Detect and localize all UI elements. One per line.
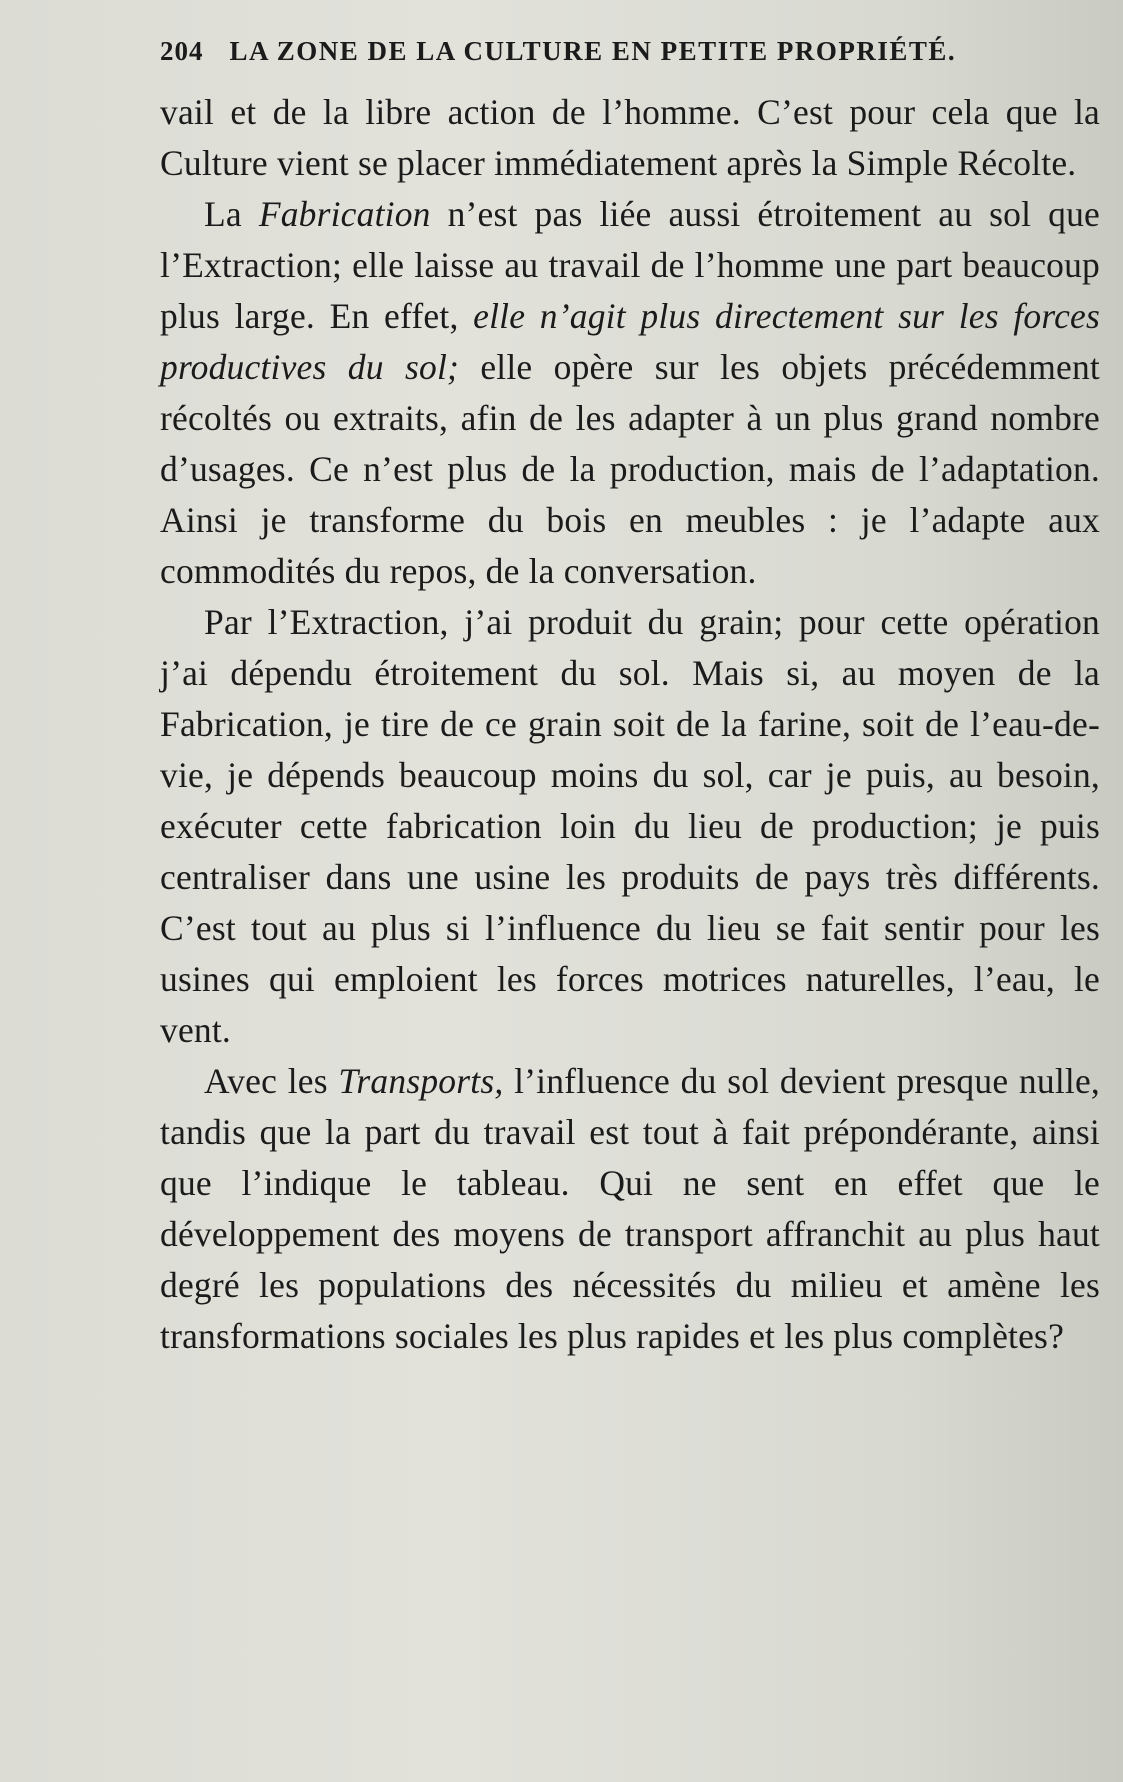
body-text	[160, 87, 1100, 1362]
running-title: LA ZONE DE LA CULTURE EN PETITE PROPRIÉTÉ.	[229, 36, 957, 66]
text-segment: elle opère sur les objets précédemment récoltés ou extraits, afin de les adapter à un plus grand nombre d’usages. Ce n’est plus de la production, mais de l’adaptation. Ainsi je transforme du bois en meubles : je l’adapte aux commodités du repos, de la conversation.	[160, 347, 1100, 591]
paragraph-4	[160, 1056, 1100, 1362]
text-segment: La	[204, 194, 259, 234]
book-page	[160, 36, 1100, 1362]
italic-term-fabrication: Fabrication	[258, 194, 431, 234]
paragraph-1	[160, 87, 1100, 189]
running-header	[160, 36, 1100, 67]
text-segment: vail et de la libre action de l’homme. C’est pour cela que la Culture vient se placer immédiatement après la Simple Récolte.	[160, 92, 1100, 183]
text-segment: n’est pas liée aussi étroitement au sol que l’Extraction; elle laisse au travail de l’homme une part beaucoup plus large. En effet,	[160, 194, 1100, 336]
page-number: 204	[160, 36, 204, 66]
text-segment: Par l’Extraction, j’ai produit du grain; pour cette opération j’ai dépendu étroitement du sol. Mais si, au moyen de la Fabrication, je tire de ce grain soit de la farine, soit de l’eau-de-vie, je dépends beaucoup moins du sol, car je puis, au besoin, exécuter cette fabrication loin du lieu de production; je puis centraliser dans une usine les produits de pays très différents. C’est tout au plus si l’influence du lieu se fait sentir pour les usines qui emploient les forces motrices naturelles, l’eau, le vent.	[160, 602, 1100, 1050]
italic-emphasis: elle n’agit plus directement sur les forces productives du sol;	[160, 296, 1100, 387]
text-segment: Avec les	[204, 1061, 339, 1101]
text-segment: l’influence du sol devient presque nulle, tandis que la part du travail est tout à fait prépondérante, ainsi que l’indique le tableau. Qui ne sent en effet que le développement des moyens de transport affranchit au plus haut degré les populations des nécessités du milieu et amène les transformations sociales les plus rapides et les plus complètes?	[160, 1061, 1100, 1356]
italic-term-transports: Transports,	[338, 1061, 504, 1101]
paragraph-2	[160, 189, 1100, 597]
paragraph-3	[160, 597, 1100, 1056]
